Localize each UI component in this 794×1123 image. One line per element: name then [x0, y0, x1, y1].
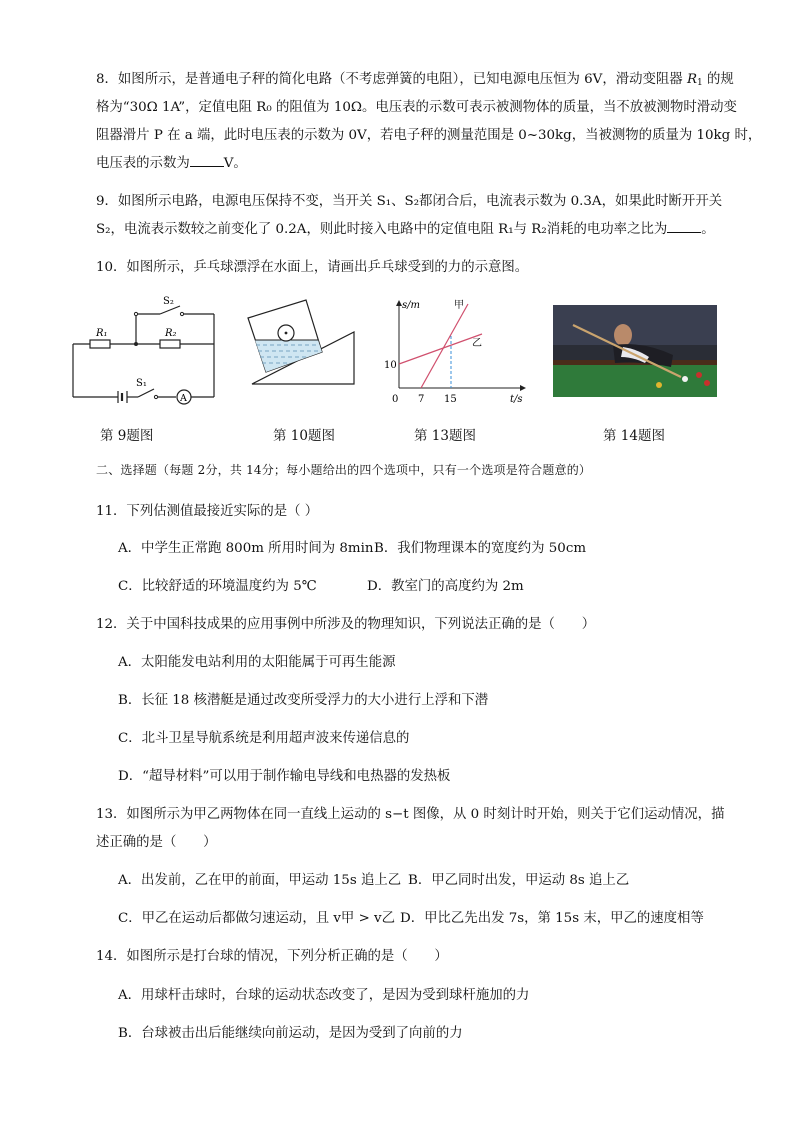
- q11-option-c: C．比较舒适的环境温度约为 5℃: [118, 579, 317, 594]
- answer-blank: [667, 220, 701, 233]
- line-jia: [421, 304, 468, 388]
- answer-blank: [190, 154, 224, 167]
- fig14-billiards-photo: [553, 305, 717, 397]
- fig9-s1-label: S₁: [136, 378, 147, 389]
- q14-option-a: A．用球杆击球时，台球的运动状态改变了，是因为受到球杆施加的力: [118, 988, 530, 1003]
- fig13-yi-label: 乙: [472, 338, 482, 349]
- q14-stem: 14．如图所示是打台球的情况，下列分析正确的是（ ）: [96, 949, 448, 964]
- fig10-caption: 第 10题图: [273, 428, 335, 444]
- q12-option-c: C．北斗卫星导航系统是利用超声波来传递信息的: [118, 731, 410, 746]
- q12-option-d: D．“超导材料”可以用于制作输电导线和电热器的发热板: [118, 769, 451, 784]
- fig13-ylabel: s/m: [402, 300, 420, 311]
- fig9-circuit: [68, 292, 224, 408]
- q9-line1: 9．如图所示电路，电源电压保持不变，当开关 S₁、S₂都闭合后，电流表示数为 0.3A，如果此时断开开关: [96, 194, 723, 209]
- fig13-x15: 15: [444, 394, 457, 405]
- fig14-caption: 第 14题图: [603, 428, 665, 444]
- q8-line4: 电压表的示数为 V。: [96, 156, 247, 171]
- q11-option-a: A．中学生正常跑 800m 所用时间为 8min: [118, 541, 374, 556]
- fig10-diagram: [244, 296, 360, 388]
- fig13-st-graph: [378, 296, 528, 408]
- fig9-s2-label: S₂: [163, 296, 174, 307]
- fig13-y10: 10: [384, 360, 397, 371]
- section2-heading: 二、选择题（每题 2分，共 14分；每小题给出的四个选项中，只有一个选项是符合题意的）: [96, 463, 592, 477]
- fig9-caption: 第 9题图: [100, 428, 154, 444]
- fig13-jia-label: 甲: [454, 300, 464, 311]
- fig9-r2-label: R₂: [165, 328, 177, 339]
- line-yi: [399, 334, 482, 364]
- q11-option-b: B．我们物理课本的宽度约为 50cm: [374, 541, 587, 556]
- fig13-xlabel: t/s: [510, 394, 523, 405]
- fig13-x0: 0: [392, 394, 399, 405]
- fig13-caption: 第 13题图: [414, 428, 476, 444]
- q14-option-b: B．台球被击出后能继续向前运动，是因为受到了向前的力: [118, 1026, 463, 1041]
- q13-line2: 述正确的是（ ）: [96, 835, 217, 850]
- q12-option-a: A．太阳能发电站利用的太阳能属于可再生能源: [118, 655, 396, 670]
- q8-line2: 格为“30Ω 1A”，定值电阻 R₀ 的阻值为 10Ω。电压表的示数可表示被测物体的质量，当不放被测物时滑动变: [96, 100, 737, 115]
- player-head: [614, 324, 632, 346]
- q10-text: 10．如图所示，乒乓球漂浮在水面上，请画出乒乓球受到的力的示意图。: [96, 260, 529, 275]
- q11-option-d: D．教室门的高度约为 2m: [367, 579, 524, 594]
- q12-option-b: B．长征 18 核潜艇是通过改变所受浮力的大小进行上浮和下潜: [118, 693, 489, 708]
- q13-option-a: A．出发前，乙在甲的前面，甲运动 15s 追上乙: [118, 873, 402, 888]
- q13-line1: 13．如图所示为甲乙两物体在同一直线上运动的 s−t 图像，从 0 时刻计时开始，则关于它们运动情况，描: [96, 807, 725, 822]
- q13-option-c: C．甲乙在运动后都做匀速运动，且 v甲 > v乙: [118, 911, 396, 926]
- q11-stem: 11．下列估测值最接近实际的是（ ）: [96, 504, 319, 519]
- q8-line1: 8．如图所示，是普通电子秤的简化电路（不考虑弹簧的电阻），已知电源电压恒为 6V，滑动变阻器 $R_1$ 的规: [96, 72, 734, 88]
- cue-ball: [682, 376, 688, 382]
- q12-stem: 12．关于中国科技成果的应用事例中所涉及的物理知识，下列说法正确的是（ ）: [96, 617, 596, 632]
- q8-line3: 阻器滑片 P 在 a 端，此时电压表的示数为 0V，若电子秤的测量范围是 0~30kg，当被测物的质量为 10kg 时，: [96, 128, 762, 143]
- fig9-ammeter-label: A: [180, 393, 187, 404]
- q13-option-d: D．甲比乙先出发 7s，第 15s 末，甲乙的速度相等: [400, 911, 704, 926]
- fig13-x7: 7: [418, 394, 425, 405]
- table-cloth: [553, 363, 717, 397]
- fig9-r1-label: R₁: [96, 328, 108, 339]
- q13-option-b: B．甲乙同时出发，甲运动 8s 追上乙: [408, 873, 630, 888]
- q9-line2: S₂，电流表示数较之前变化了 0.2A，则此时接入电路中的定值电阻 R₁与 R₂消耗的电功率之比为 。: [96, 222, 715, 237]
